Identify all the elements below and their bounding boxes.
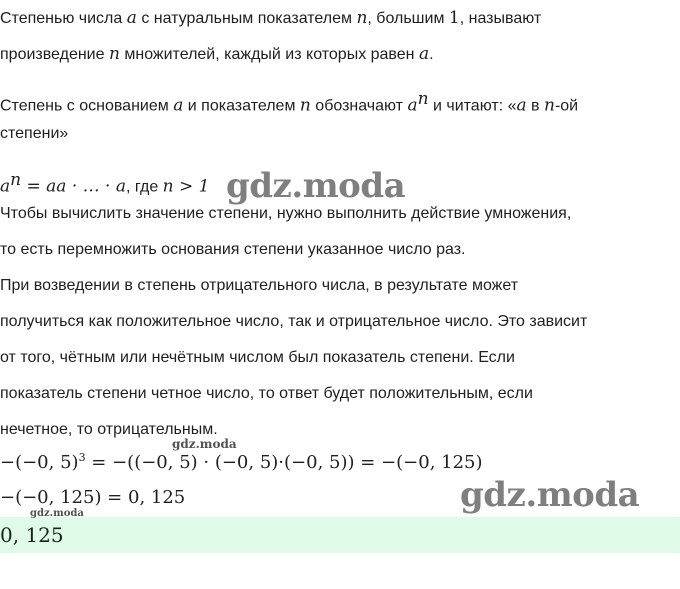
math-expression: −(−0, 5) — [0, 452, 79, 473]
paragraph-3-line-5: от того, чётным или нечётным числом был показатель степени. Если — [0, 349, 515, 366]
math-a: a — [126, 8, 137, 28]
math-a: a — [407, 95, 418, 116]
watermark-logo-small: gdz.moda — [30, 508, 84, 519]
text: , называют — [459, 10, 542, 27]
text: и читают: « — [428, 97, 517, 115]
text: , где — [125, 178, 163, 196]
math-a: a — [173, 95, 184, 116]
watermark-logo: gdz.moda — [460, 475, 640, 515]
watermark-logo-small: gdz.moda — [172, 437, 237, 451]
paragraph-3-line-6: показатель степени четное число, то ответ будет положительным, если — [0, 385, 533, 402]
paragraph-1-line-2 — [0, 44, 434, 64]
math-exponent: n — [417, 89, 429, 109]
text: Степень с основанием — [0, 97, 174, 115]
text: -ой — [554, 97, 579, 115]
text: Степенью числа — [0, 10, 127, 27]
text: множителей, каждый из которых равен — [119, 46, 419, 63]
solution-line-2 — [0, 487, 185, 508]
math-a: a — [0, 176, 11, 197]
paragraph-3-line-1: Чтобы вычислить значение степени, нужно выполнить действие умножения, — [0, 205, 572, 222]
math-condition: n > 1 — [162, 176, 210, 197]
text: , большим — [367, 10, 449, 27]
paragraph-3-line-7: нечетное, то отрицательным. — [0, 421, 218, 438]
watermark-logo: gdz.moda — [226, 166, 406, 206]
math-one: 1 — [448, 8, 460, 28]
math-a: a — [516, 95, 527, 116]
paragraph-3-line-3: При возведении в степень отрицательного числа, в результате может — [0, 277, 519, 294]
math-n: n — [544, 95, 555, 116]
text: с натуральным показателем — [136, 10, 357, 27]
math-formula: = aa · … · a — [21, 176, 126, 197]
math-n: n — [108, 44, 120, 64]
math-exponent: n — [10, 170, 22, 190]
paragraph-2-line-2 — [0, 125, 68, 143]
math-n: n — [356, 8, 368, 28]
text: степени» — [0, 125, 69, 142]
paragraph-3-line-2: то есть перемножить основания степени указанное число раз. — [0, 241, 466, 258]
math-n: n — [299, 95, 311, 116]
text: и показателем — [183, 97, 300, 115]
paragraph-2-line-1 — [0, 89, 578, 115]
math-exponent: 3 — [78, 451, 86, 464]
math-a: a — [418, 44, 430, 64]
math-expression: −(−0, 125) = 0, 125 — [0, 487, 186, 508]
paragraph-1-line-1 — [0, 8, 541, 28]
math-expression: = −((−0, 5) · (−0, 5)·(−0, 5)) = −(−0, 125) — [85, 452, 483, 473]
text: произведение — [0, 46, 109, 63]
text: . — [429, 46, 434, 63]
answer-value: 0, 125 — [0, 523, 64, 547]
text: в — [526, 97, 544, 115]
definition-formula — [0, 170, 210, 196]
answer-box — [0, 517, 680, 553]
text: обозначают — [310, 97, 408, 115]
paragraph-3-line-4: получиться как положительное число, так и отрицательное число. Это зависит — [0, 313, 588, 330]
solution-line-1 — [0, 451, 483, 473]
